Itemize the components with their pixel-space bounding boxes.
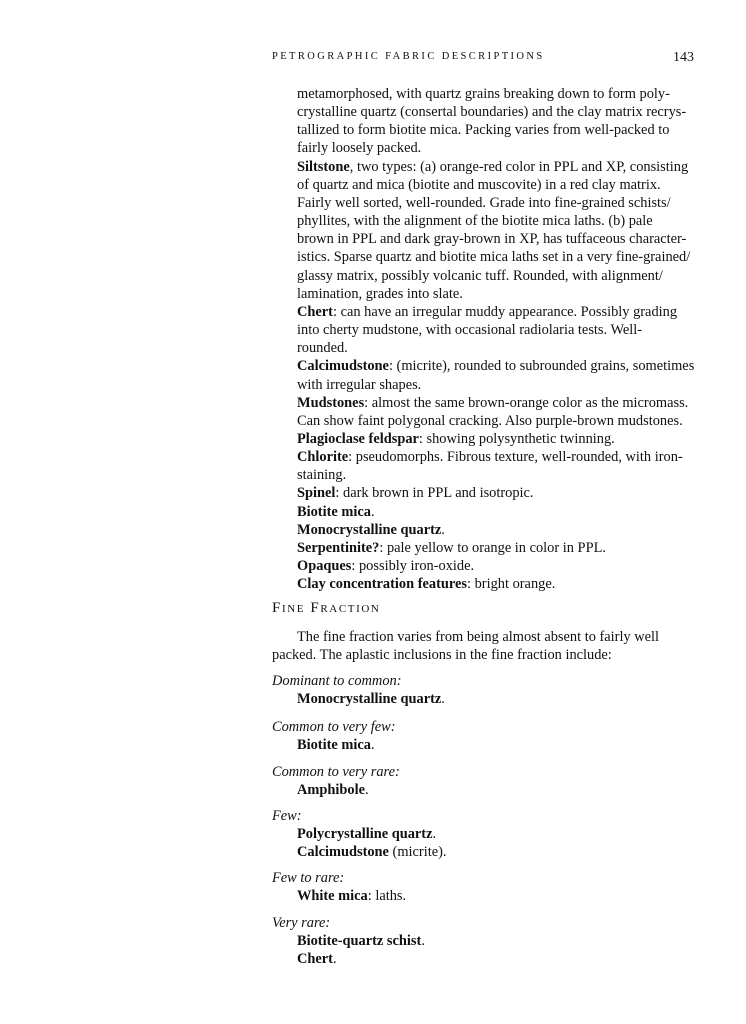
frequency-group: [272, 763, 400, 799]
inclusion-term: White mica: [297, 888, 368, 904]
inclusion-item: [272, 736, 396, 754]
text-line: istics. Sparse quartz and biotite mica laths set in a very fine-grained/: [297, 249, 691, 266]
text-line: The fine fraction varies from being almost absent to fairly well: [297, 629, 660, 645]
section-heading: Fine Fraction: [272, 600, 381, 616]
inclusion-note: .: [432, 826, 437, 842]
inclusion-term: Plagioclase feldspar: [297, 430, 419, 447]
page-number: 143: [673, 50, 694, 65]
frequency-group: [272, 718, 396, 754]
inclusion-term: Calcimudstone: [297, 358, 389, 375]
inclusion-term: Clay concentration features: [297, 576, 467, 593]
inclusion-item: [272, 781, 400, 799]
inclusion-term: Chert: [297, 303, 333, 320]
text-line: .: [370, 503, 375, 520]
frequency-label: Few to rare:: [272, 870, 345, 886]
text-line: fairly loosely packed.: [297, 140, 422, 157]
inclusion-item: [272, 932, 425, 950]
text-line: glassy matrix, possibly volcanic tuff. Rounded, with alignment/: [297, 267, 663, 284]
inclusion-note: : laths.: [367, 888, 407, 904]
inclusion-term: Calcimudstone: [297, 844, 389, 860]
text-line: metamorphosed, with quartz grains breaking down to form poly-: [297, 86, 670, 102]
fine-fraction-intro: [272, 628, 659, 664]
text-line: of quartz and mica (biotite and muscovite) in a red clay matrix.: [297, 176, 661, 193]
inclusion-entry-opaques: [297, 557, 697, 575]
text-line: : almost the same brown-orange color as the micromass.: [364, 394, 689, 411]
inclusion-entry-plagioclase: [297, 430, 697, 448]
inclusion-item: [272, 843, 447, 861]
frequency-group: [272, 672, 445, 708]
inclusion-entry-chert: [297, 303, 697, 357]
inclusion-term: Serpentinite?: [297, 539, 380, 556]
inclusion-term: Monocrystalline quartz: [297, 691, 442, 707]
inclusion-entry-serpentinite: [297, 539, 697, 557]
inclusion-note: .: [421, 933, 425, 949]
inclusion-item: [272, 690, 445, 708]
running-head: PETROGRAPHIC FABRIC DESCRIPTIONS: [272, 51, 545, 62]
text-line: brown in PPL and dark gray-brown in XP, has tuffaceous character-: [297, 231, 687, 248]
text-line: into cherty mudstone, with occasional radiolaria tests. Well-: [297, 322, 643, 339]
frequency-label: Very rare:: [272, 915, 331, 931]
inclusion-descriptions: [297, 85, 697, 593]
inclusion-term: Opaques: [297, 558, 352, 575]
inclusion-entry-biotite-mica: [297, 503, 697, 521]
text-line: rounded.: [297, 340, 348, 357]
inclusion-note: .: [441, 691, 445, 707]
text-line: .: [441, 521, 445, 538]
inclusion-term: Biotite mica: [297, 737, 371, 753]
text-line: crystalline quartz (consertal boundaries) and the clay matrix recrys-: [297, 104, 687, 121]
frequency-label: Dominant to common:: [272, 673, 402, 689]
inclusion-item: [272, 887, 406, 905]
inclusion-term: Spinel: [297, 485, 336, 502]
text-line: : can have an irregular muddy appearance. Possibly grading: [332, 303, 678, 320]
inclusion-entry-clay-concentration: [297, 575, 697, 593]
frequency-label: Common to very rare:: [272, 764, 400, 780]
inclusion-note: .: [364, 782, 369, 798]
inclusion-item: [272, 950, 425, 968]
text-line: tallized to form biotite mica. Packing varies from well-packed to: [297, 122, 670, 139]
inclusion-term: Mudstones: [297, 394, 365, 411]
text-line: , two types: (a) orange-red color in PPL and XP, consisting: [349, 158, 689, 175]
text-line: : (micrite), rounded to subrounded grains, sometimes: [388, 358, 695, 375]
text-line: lamination, grades into slate.: [297, 285, 463, 302]
inclusion-item: [272, 825, 447, 843]
inclusion-term: Biotite-quartz schist: [297, 933, 422, 949]
inclusion-term: Polycrystalline quartz: [297, 826, 433, 842]
text-line: phyllites, with the alignment of the biotite mica laths. (b) pale: [297, 213, 653, 230]
text-line: : dark brown in PPL and isotropic.: [335, 485, 534, 502]
inclusion-note: (micrite).: [388, 844, 447, 860]
text-line: Can show faint polygonal cracking. Also purple-brown mudstones.: [297, 412, 683, 429]
frequency-group: [272, 914, 425, 968]
text-line: : pseudomorphs. Fibrous texture, well-rounded, with iron-: [348, 449, 683, 466]
text-line: with irregular shapes.: [297, 376, 422, 393]
frequency-label: Few:: [272, 808, 302, 824]
inclusion-entry-chlorite: [297, 448, 697, 484]
inclusion-term: Biotite mica: [297, 503, 371, 520]
inclusion-term: Amphibole: [297, 782, 365, 798]
inclusion-note: .: [332, 951, 337, 967]
frequency-group: [272, 869, 406, 905]
text-line: packed. The aplastic inclusions in the fine fraction include:: [272, 647, 612, 663]
inclusion-note: .: [370, 737, 375, 753]
inclusion-term: Chlorite: [297, 449, 349, 466]
text-line: : pale yellow to orange in color in PPL.: [379, 539, 606, 556]
inclusion-entry-spinel: [297, 484, 697, 502]
inclusion-entry-siltstone: [297, 158, 697, 303]
text-line: : possibly iron-oxide.: [351, 558, 475, 575]
inclusion-entry-calcimudstone: [297, 357, 697, 393]
text-line: : showing polysynthetic twinning.: [418, 430, 615, 447]
inclusion-term: Chert: [297, 951, 333, 967]
inclusion-term: Siltstone: [297, 158, 350, 175]
continuation-paragraph: [297, 85, 697, 158]
inclusion-entry-mudstones: [297, 394, 697, 430]
frequency-group: [272, 807, 447, 861]
inclusion-term: Monocrystalline quartz: [297, 521, 442, 538]
inclusion-entry-monocrystalline-quartz: [297, 521, 697, 539]
text-line: : bright orange.: [467, 576, 556, 593]
frequency-label: Common to very few:: [272, 719, 396, 735]
text-line: staining.: [297, 467, 347, 484]
text-line: Fairly well sorted, well-rounded. Grade into fine-grained schists/: [297, 194, 671, 211]
